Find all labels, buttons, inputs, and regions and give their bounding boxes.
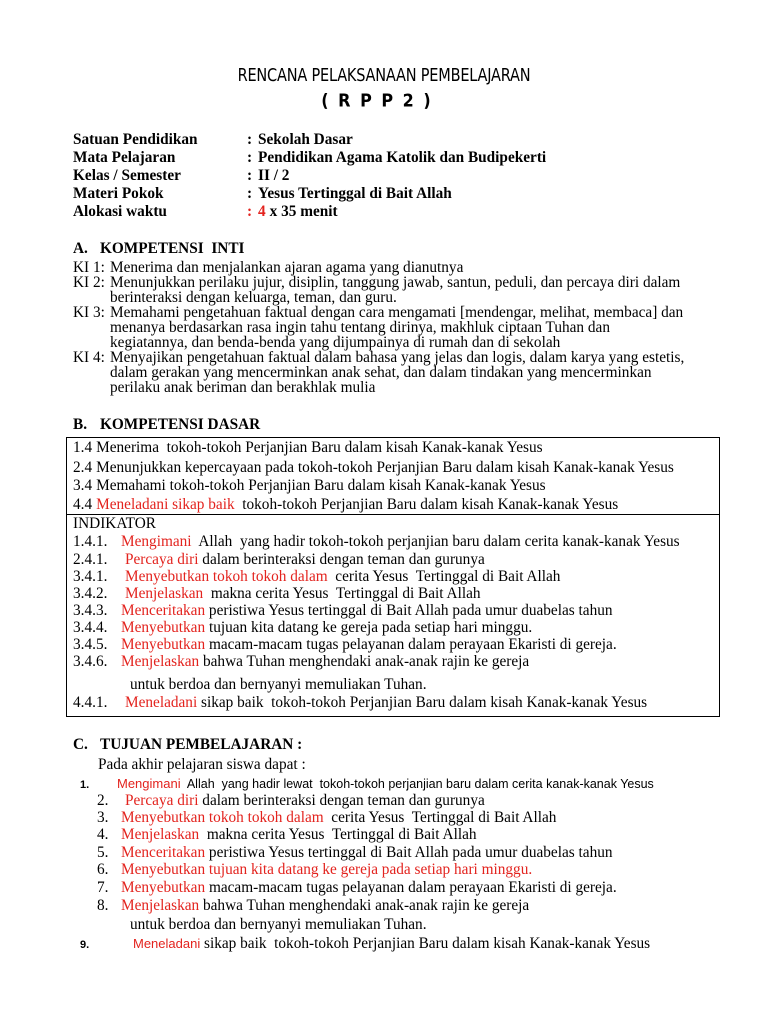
section-letter: A. xyxy=(73,240,88,257)
tujuan-continuation: untuk berdoa dan bernyanyi memuliakan Tuhan. xyxy=(130,916,427,933)
identity-separator: : xyxy=(247,203,253,220)
indikator-text: sikap baik tokoh-tokoh Perjanjian Baru dalam kisah Kanak-kanak Yesus xyxy=(197,694,648,711)
kd-number: 3.4 xyxy=(73,477,93,494)
ki-continuation: perilaku anak beriman dan berakhlak mulia xyxy=(110,379,376,396)
identity-row xyxy=(73,167,289,185)
kd-table-divider xyxy=(66,514,720,515)
identity-separator: : xyxy=(247,167,253,184)
tujuan-number: 8. xyxy=(97,897,109,914)
indikator-heading: INDIKATOR xyxy=(73,515,156,532)
indikator-item xyxy=(73,533,680,551)
tujuan-text: makna cerita Yesus Tertinggal di Bait Allah xyxy=(199,826,477,843)
ki-text: Menyajikan pengetahuan faktual dalam bahasa yang jelas dan logis, dalam karya yang estetis, xyxy=(110,349,685,366)
tujuan-item xyxy=(97,809,556,827)
identity-value: Yesus Tertinggal di Bait Allah xyxy=(258,185,452,202)
indikator-number: 3.4.5. xyxy=(73,636,108,653)
tujuan-highlight: Menceritakan xyxy=(121,844,206,861)
tujuan-highlight: Menjelaskan xyxy=(121,826,200,843)
tujuan-text: dalam berinteraksi dengan teman dan gurunya xyxy=(198,792,485,809)
indikator-item xyxy=(73,694,647,712)
kd-number: 1.4 xyxy=(73,439,93,456)
kd-number: 4.4 xyxy=(73,496,93,513)
tujuan-highlight: Meneladani xyxy=(133,936,201,951)
identity-value: Pendidikan Agama Katolik dan Budipekerti xyxy=(258,149,547,166)
indikator-item xyxy=(73,551,485,569)
document-subtitle: ( R P P 2 ) xyxy=(321,90,433,111)
identity-label: Mata Pelajaran xyxy=(73,149,176,166)
indikator-item xyxy=(73,653,529,671)
indikator-text: tujuan kita datang ke gereja pada setiap hari minggu. xyxy=(205,619,533,636)
tujuan-item xyxy=(97,792,485,810)
tujuan-number: 9. xyxy=(80,939,90,951)
indikator-item xyxy=(73,568,560,586)
kd-number: 2.4 xyxy=(73,459,93,476)
ki-code: KI 1: xyxy=(73,259,105,276)
identity-row xyxy=(73,185,452,203)
ki-text: Memahami pengetahuan faktual dengan cara mengamati [mendengar, melihat, membaca] dan xyxy=(110,304,684,321)
indikator-highlight: Menyebutkan xyxy=(121,636,206,653)
indikator-item xyxy=(73,636,617,654)
tujuan-item xyxy=(97,897,529,915)
indikator-highlight: Menyebutkan xyxy=(121,619,206,636)
indikator-highlight: Percaya diri xyxy=(125,551,199,568)
section-heading xyxy=(73,240,245,258)
kd-text: Menunjukkan kepercayaan pada tokoh-tokoh Perjanjian Baru dalam kisah Kanak-kanak Yesus xyxy=(96,459,674,476)
kd-item xyxy=(73,477,546,495)
indikator-highlight: Mengimani xyxy=(121,533,192,550)
identity-label: Alokasi waktu xyxy=(73,203,167,220)
indikator-item xyxy=(73,585,481,603)
kd-item xyxy=(73,496,618,514)
section-title: KOMPETENSI INTI xyxy=(100,240,245,257)
tujuan-highlight: Menyebutkan xyxy=(121,879,206,896)
indikator-highlight: Menceritakan xyxy=(121,602,206,619)
section-letter: C. xyxy=(73,736,88,753)
ki-code: KI 3: xyxy=(73,304,105,321)
kd-text: Memahami tokoh-tokoh Perjanjian Baru dalam kisah Kanak-kanak Yesus xyxy=(96,477,546,494)
identity-value-highlight: 4 xyxy=(258,203,266,220)
identity-separator: : xyxy=(247,149,253,166)
ki-text: Menerima dan menjalankan ajaran agama yang dianutnya xyxy=(110,259,464,276)
tujuan-text: peristiwa Yesus tertinggal di Bait Allah pada umur duabelas tahun xyxy=(205,844,613,861)
tujuan-highlight: Mengimani xyxy=(117,776,181,791)
indikator-highlight: Menjelaskan xyxy=(121,653,200,670)
kd-text: Menerima tokoh-tokoh Perjanjian Baru dalam kisah Kanak-kanak Yesus xyxy=(96,439,543,456)
tujuan-number: 6. xyxy=(97,861,109,878)
identity-value: II / 2 xyxy=(258,167,290,184)
kd-item xyxy=(73,459,674,477)
indikator-number: 3.4.4. xyxy=(73,619,108,636)
tujuan-item xyxy=(97,826,477,844)
indikator-text: macam-macam tugas pelayanan dalam perayaan Ekaristi di gereja. xyxy=(205,636,617,653)
tujuan-number: 7. xyxy=(97,879,109,896)
section-letter: B. xyxy=(73,416,88,433)
indikator-highlight: Meneladani xyxy=(125,694,198,711)
ki-continuation: menanya berdasarkan rasa ingin tahu tentang dirinya, makhluk ciptaan Tuhan dan xyxy=(110,319,610,336)
tujuan-number: 1. xyxy=(80,779,90,791)
tujuan-item xyxy=(97,844,613,862)
identity-row xyxy=(73,131,353,149)
indikator-text: dalam berinteraksi dengan teman dan gurunya xyxy=(198,551,485,568)
indikator-item xyxy=(73,619,532,637)
section-heading xyxy=(73,416,260,434)
tujuan-number: 2. xyxy=(97,792,109,809)
tujuan-text: macam-macam tugas pelayanan dalam perayaan Ekaristi di gereja. xyxy=(205,879,617,896)
indikator-text: cerita Yesus Tertinggal di Bait Allah xyxy=(327,568,561,585)
document-title: RENCANA PELAKSANAAN PEMBELAJARAN xyxy=(237,66,531,86)
tujuan-item xyxy=(80,775,654,793)
section-title: TUJUAN PEMBELAJARAN : xyxy=(100,736,303,753)
indikator-text: peristiwa Yesus tertinggal di Bait Allah pada umur duabelas tahun xyxy=(205,602,613,619)
tujuan-highlight: Menyebutkan tujuan kita datang ke gereja pada setiap hari minggu. xyxy=(121,861,533,878)
indikator-number: 3.4.1. xyxy=(73,568,108,585)
tujuan-highlight: Menyebutkan tokoh tokoh dalam xyxy=(121,809,324,826)
indikator-text: makna cerita Yesus Tertinggal di Bait Allah xyxy=(203,585,481,602)
tujuan-item xyxy=(97,861,532,879)
identity-value: x 35 menit xyxy=(269,203,338,220)
indikator-number: 3.4.2. xyxy=(73,585,108,602)
indikator-text: bahwa Tuhan menghendaki anak-anak rajin ke gereja xyxy=(199,653,530,670)
tujuan-intro: Pada akhir pelajaran siswa dapat : xyxy=(98,756,306,773)
ki-continuation: dalam gerakan yang mencerminkan anak sehat, dan dalam tindakan yang mencerminkan xyxy=(110,364,652,381)
kd-text: tokoh-tokoh Perjanjian Baru dalam kisah Kanak-kanak Yesus xyxy=(234,496,619,513)
section-title: KOMPETENSI DASAR xyxy=(100,416,261,433)
indikator-number: 4.4.1. xyxy=(73,694,108,711)
indikator-item xyxy=(73,602,613,620)
kd-item xyxy=(73,439,543,457)
ki-continuation: kegiatannya, dan benda-benda yang dijumpainya di rumah dan di sekolah xyxy=(110,334,561,351)
kd-highlight: Meneladani sikap baik xyxy=(96,496,235,513)
identity-label: Satuan Pendidikan xyxy=(73,131,198,148)
tujuan-text: bahwa Tuhan menghendaki anak-anak rajin ke gereja xyxy=(199,897,530,914)
tujuan-number: 4. xyxy=(97,826,109,843)
identity-row xyxy=(73,149,546,167)
tujuan-number: 5. xyxy=(97,844,109,861)
identity-value: Sekolah Dasar xyxy=(258,131,353,148)
identity-separator: : xyxy=(247,185,253,202)
tujuan-item xyxy=(80,935,650,953)
tujuan-text: cerita Yesus Tertinggal di Bait Allah xyxy=(323,809,557,826)
identity-label: Materi Pokok xyxy=(73,185,164,202)
ki-code: KI 4: xyxy=(73,349,105,366)
ki-text: Menunjukkan perilaku jujur, disiplin, tanggung jawab, santun, peduli, dan percaya diri dalam xyxy=(110,274,681,291)
tujuan-text: sikap baik tokoh-tokoh Perjanjian Baru dalam kisah Kanak-kanak Yesus xyxy=(200,935,651,952)
ki-code: KI 2: xyxy=(73,274,105,291)
indikator-continuation: untuk berdoa dan bernyanyi memuliakan Tuhan. xyxy=(130,676,427,693)
ki-continuation: berinteraksi dengan keluarga, teman, dan guru. xyxy=(110,289,397,306)
indikator-highlight: Menjelaskan xyxy=(125,585,204,602)
indikator-number: 2.4.1. xyxy=(73,551,108,568)
identity-separator: : xyxy=(247,131,253,148)
tujuan-highlight: Percaya diri xyxy=(125,792,199,809)
identity-row xyxy=(73,203,338,221)
section-heading xyxy=(73,736,302,754)
identity-label: Kelas / Semester xyxy=(73,167,181,184)
tujuan-highlight: Menjelaskan xyxy=(121,897,200,914)
indikator-number: 3.4.6. xyxy=(73,653,108,670)
indikator-number: 1.4.1. xyxy=(73,533,108,550)
indikator-highlight: Menyebutkan tokoh tokoh dalam xyxy=(125,568,328,585)
tujuan-text: Allah yang hadir lewat tokoh-tokoh perjanjian baru dalam cerita kanak-kanak Yesus xyxy=(180,777,654,791)
tujuan-number: 3. xyxy=(97,809,109,826)
indikator-text: Allah yang hadir tokoh-tokoh perjanjian baru dalam cerita kanak-kanak Yesus xyxy=(191,533,680,550)
tujuan-item xyxy=(97,879,617,897)
indikator-number: 3.4.3. xyxy=(73,602,108,619)
